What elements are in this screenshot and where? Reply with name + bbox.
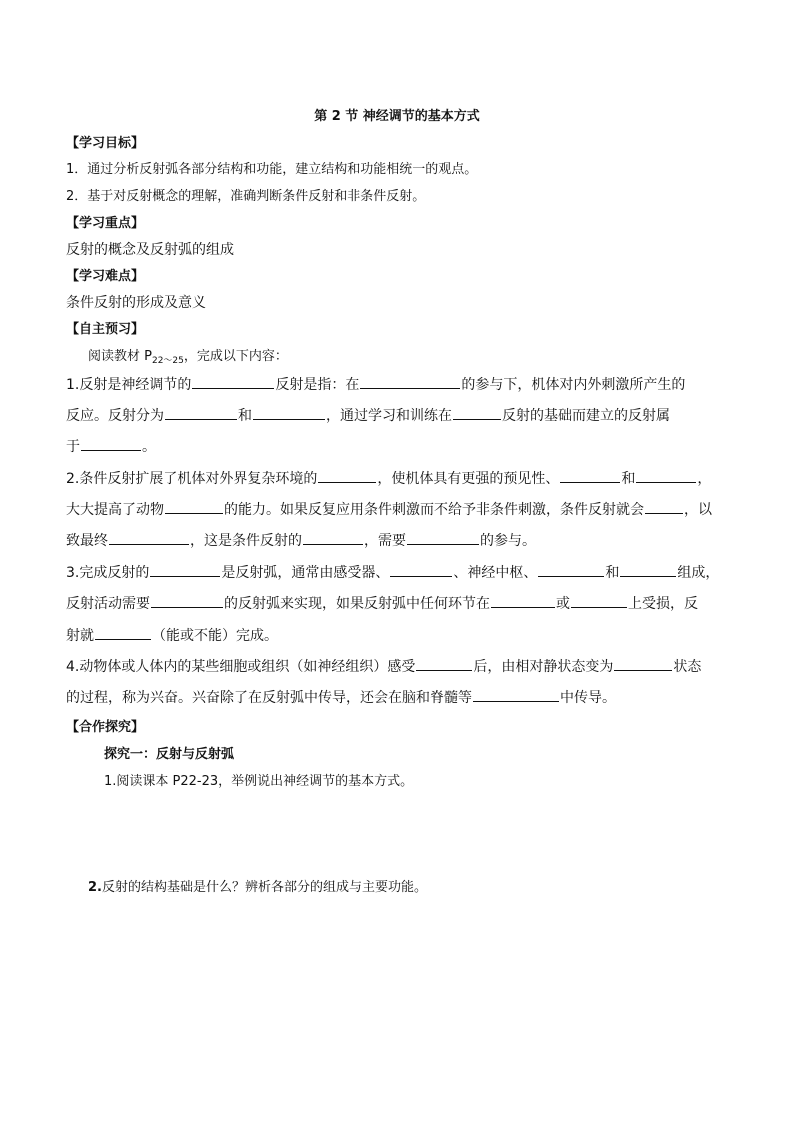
preview-intro-text-a: 阅读教材 P xyxy=(88,349,152,364)
q1-text: 反射是指：在 xyxy=(275,377,360,393)
explore-1-question-2-number: 2. xyxy=(88,880,102,895)
question-4-line-2 xyxy=(66,688,616,706)
goal-1: 1．通过分析反射弧各部分结构和功能，建立结构和功能相统一的观点。 xyxy=(66,162,478,177)
q4-text: 中传导。 xyxy=(560,690,616,706)
q4-text: 的过程，称为兴奋。兴奋除了在反射弧中传导，还会在脑和脊髓等 xyxy=(66,690,472,706)
q1-text: 和 xyxy=(238,408,252,424)
q2-blank-1[interactable] xyxy=(318,469,376,483)
q2-text: 和 xyxy=(621,471,636,487)
q2-text: ，需要 xyxy=(364,533,406,549)
question-3-line-1 xyxy=(66,563,719,581)
question-2-line-1 xyxy=(66,469,711,487)
q2-blank-8[interactable] xyxy=(407,531,479,545)
q2-text: 2.条件反射扩展了机体对外界复杂环境的 xyxy=(66,471,318,487)
question-1-line-1 xyxy=(66,375,685,393)
q3-blank-4[interactable] xyxy=(620,563,676,577)
question-3-line-3 xyxy=(66,626,278,644)
q1-text: 于 xyxy=(66,439,80,455)
q3-blank-5[interactable] xyxy=(151,594,223,608)
q3-text: 组成， xyxy=(677,565,720,581)
q3-text: 或 xyxy=(556,596,570,612)
q2-text: 的参与。 xyxy=(480,533,536,549)
q2-text: ，以 xyxy=(684,502,712,518)
question-1-line-3 xyxy=(66,437,156,455)
goal-2: 2．基于对反射概念的理解，准确判断条件反射和非条件反射。 xyxy=(66,189,426,204)
q3-blank-2[interactable] xyxy=(390,563,452,577)
q4-text: 后，由相对静状态变为 xyxy=(473,659,614,675)
page-title: 第 2 节 神经调节的基本方式 xyxy=(314,109,480,124)
q2-blank-7[interactable] xyxy=(303,531,363,545)
preview-intro-subscript: 22～25 xyxy=(151,356,184,366)
q1-text: 。 xyxy=(142,439,156,455)
explore-1-question-2-text: 反射的结构基础是什么？辨析各部分的组成与主要功能。 xyxy=(101,880,427,895)
explore-1-question-2 xyxy=(88,880,427,896)
q3-blank-7[interactable] xyxy=(571,594,627,608)
preview-intro-text-b: ，完成以下内容： xyxy=(183,349,288,364)
q2-text: 大大提高了动物 xyxy=(66,502,164,518)
q3-text: 3.完成反射的 xyxy=(66,565,150,581)
q3-text: 是反射弧，通常由感受器、 xyxy=(221,565,390,581)
q2-blank-2[interactable] xyxy=(560,469,620,483)
key-points-heading: 【学习重点】 xyxy=(66,216,145,231)
key-points-text: 反射的概念及反射弧的组成 xyxy=(66,242,234,258)
q1-text: 1.反射是神经调节的 xyxy=(66,377,192,393)
q1-blank-2[interactable] xyxy=(360,375,460,389)
question-2-line-2 xyxy=(66,500,712,518)
q3-text: 的反射弧来实现，如果反射弧中任何环节在 xyxy=(224,596,490,612)
q2-text: 致最终 xyxy=(66,533,108,549)
q2-blank-3[interactable] xyxy=(636,469,696,483)
q4-text: 状态 xyxy=(673,659,702,675)
q4-blank-3[interactable] xyxy=(473,688,559,702)
explore-1-heading: 探究一：反射与反射弧 xyxy=(104,747,235,762)
q3-text: 射就 xyxy=(66,628,94,644)
q3-blank-1[interactable] xyxy=(150,563,220,577)
q3-text: 上受损，反 xyxy=(628,596,698,612)
q1-blank-5[interactable] xyxy=(453,406,501,420)
question-1-line-2 xyxy=(66,406,670,424)
q3-text: 和 xyxy=(605,565,620,581)
q1-blank-6[interactable] xyxy=(81,437,141,451)
q3-text: 、神经中枢、 xyxy=(453,565,538,581)
q2-blank-6[interactable] xyxy=(109,531,189,545)
q2-blank-5[interactable] xyxy=(645,500,683,514)
question-4-line-1 xyxy=(66,657,701,675)
difficulty-heading: 【学习难点】 xyxy=(66,269,145,284)
q4-blank-1[interactable] xyxy=(416,657,472,671)
q2-blank-4[interactable] xyxy=(165,500,223,514)
q3-text: （能或不能）完成。 xyxy=(152,628,278,644)
difficulty-text: 条件反射的形成及意义 xyxy=(66,295,206,311)
q2-text: ，这是条件反射的 xyxy=(190,533,302,549)
q2-text: 的能力。如果反复应用条件刺激而不给予非条件刺激，条件反射就会 xyxy=(224,502,644,518)
q1-blank-3[interactable] xyxy=(165,406,237,420)
q2-text: ，使机体具有更强的预见性、 xyxy=(377,471,560,487)
question-2-line-3 xyxy=(66,531,536,549)
q1-text: 反射的基础而建立的反射属 xyxy=(502,408,670,424)
q3-blank-6[interactable] xyxy=(491,594,555,608)
preview-heading: 【自主预习】 xyxy=(66,322,145,337)
q3-blank-3[interactable] xyxy=(538,563,604,577)
goals-heading: 【学习目标】 xyxy=(66,136,145,151)
q1-text: 的参与下，机体对内外刺激所产生的 xyxy=(461,377,686,393)
q3-text: 反射活动需要 xyxy=(66,596,150,612)
explore-1-question-1: 1.阅读课本 P22-23，举例说出神经调节的基本方式。 xyxy=(104,774,414,789)
q4-blank-2[interactable] xyxy=(614,657,672,671)
q1-blank-1[interactable] xyxy=(192,375,274,389)
question-3-line-2 xyxy=(66,594,698,612)
q1-blank-4[interactable] xyxy=(253,406,325,420)
preview-intro xyxy=(88,349,288,369)
q1-text: ，通过学习和训练在 xyxy=(326,408,452,424)
cooperation-heading: 【合作探究】 xyxy=(66,720,145,735)
q1-text: 反应。反射分为 xyxy=(66,408,164,424)
q2-text: ， xyxy=(697,471,712,487)
q3-blank-8[interactable] xyxy=(95,626,151,640)
q4-text: 4.动物体或人体内的某些细胞或组织（如神经组织）感受 xyxy=(66,659,416,675)
